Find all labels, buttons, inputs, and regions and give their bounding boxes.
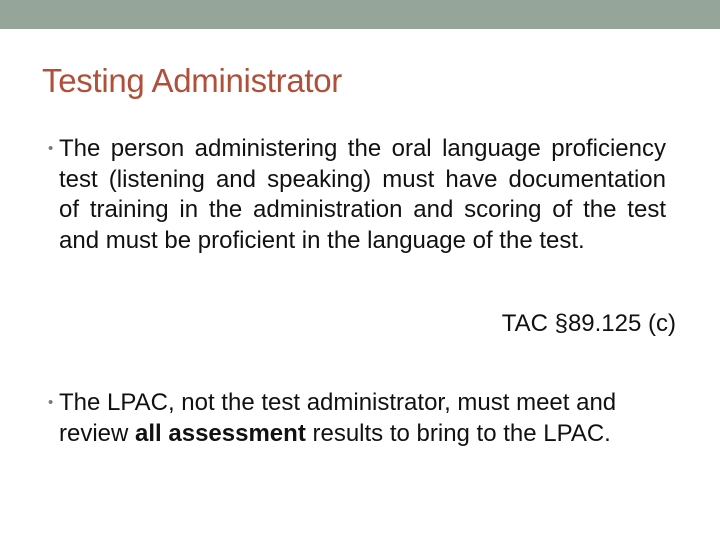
- bullet-text-2-bold: all assessment: [135, 419, 306, 447]
- bullet-text-2-before: The LPAC, not the test administrator, must meet and review: [59, 389, 617, 447]
- slide-title: Testing Administrator: [42, 62, 342, 99]
- bullet-text-2-after: results to bring to the LPAC.: [305, 419, 611, 447]
- bullet-text-2: [59, 388, 679, 449]
- citation: TAC §89.125 (c): [501, 310, 676, 337]
- bullet-text-1: The person administering the oral language proficiency test (listening and speaking) must have documentation of training in the administration and scoring of the test and must be proficient in the language of the test.: [59, 135, 666, 254]
- top-accent-bar: [0, 0, 720, 29]
- bullet-marker-icon: •: [48, 140, 54, 157]
- bullet-marker-icon: •: [48, 394, 54, 411]
